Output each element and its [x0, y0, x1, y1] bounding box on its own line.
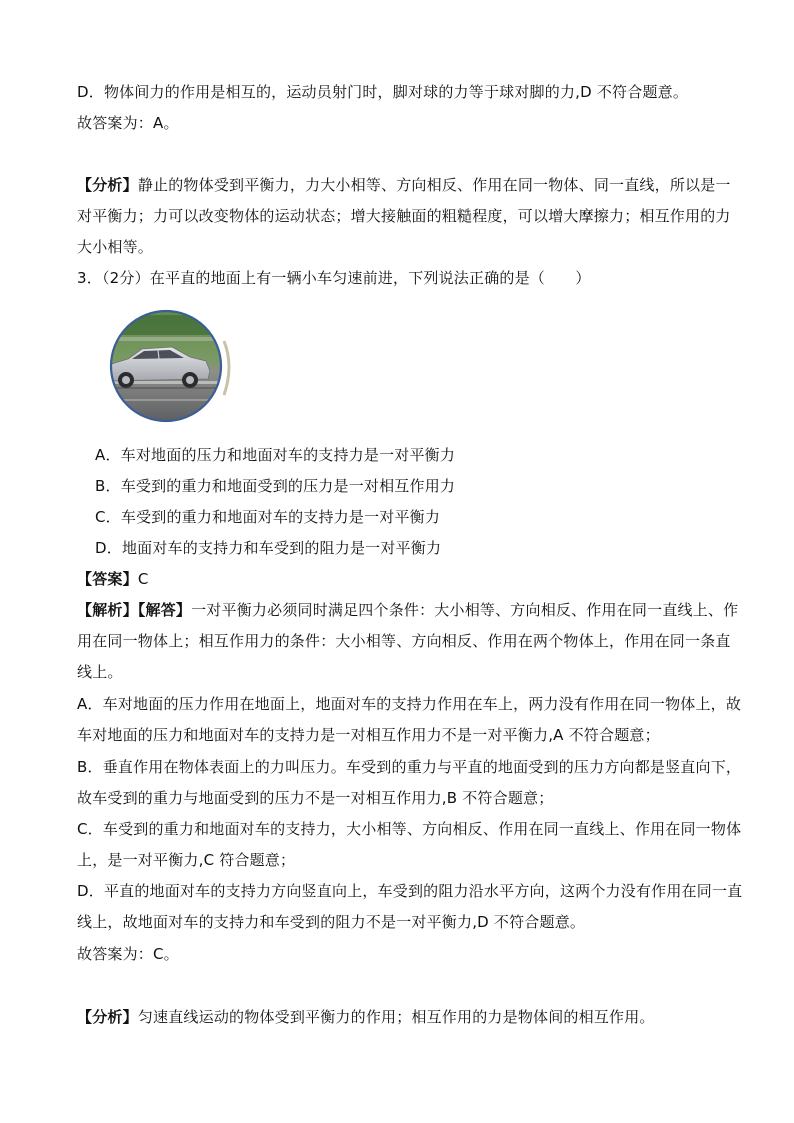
detail-line-7: D．平直的地面对车的支持力方向竖直向上，车受到的阻力沿水平方向，这两个力没有作用在同一直 — [77, 882, 743, 900]
prev-analysis-line-1 — [77, 175, 731, 195]
prev-analysis-line-3: 大小相等。 — [77, 238, 154, 256]
answer-line — [77, 569, 149, 589]
detail-line-4: 故车受到的重力与地面受到的压力不是一对相互作用力,B 不符合题意； — [77, 789, 554, 807]
explain-line-2: 用在同一物体上；相互作用力的条件：大小相等、方向相反、作用在两个物体上，作用在同一条直 — [77, 632, 731, 650]
final-answer: 故答案为：C。 — [77, 945, 179, 963]
detail-line-3: B．垂直作用在物体表面上的力叫压力。车受到的重力与平直的地面受到的压力方向都是竖直向下， — [77, 758, 742, 776]
final-analysis — [77, 1007, 655, 1027]
option-d: D．地面对车的支持力和车受到的阻力是一对平衡力 — [95, 539, 442, 557]
detail-line-1: A．车对地面的压力作用在地面上，地面对车的支持力作用在车上，两力没有作用在同一物体上，故 — [77, 695, 742, 713]
detail-line-5: C．车受到的重力和地面对车的支持力，大小相等、方向相反、作用在同一直线上、作用在同一物体 — [77, 820, 742, 838]
detail-line-6: 上，是一对平衡力,C 符合题意； — [77, 851, 296, 869]
explain-text: 一对平衡力必须同时满足四个条件：大小相等、方向相反、作用在同一直线上、作 — [191, 601, 739, 619]
option-c: C．车受到的重力和地面对车的支持力是一对平衡力 — [95, 508, 441, 526]
analysis-tag: 【分析】 — [77, 176, 138, 194]
prev-analysis-line-2: 对平衡力；力可以改变物体的运动状态；增大接触面的粗糙程度，可以增大摩擦力；相互作用的力 — [77, 207, 731, 225]
explain-line-1 — [77, 600, 738, 620]
final-analysis-text: 匀速直线运动的物体受到平衡力的作用；相互作用的力是物体间的相互作用。 — [137, 1008, 655, 1026]
question-stem: 3．（2分）在平直的地面上有一辆小车匀速前进，下列说法正确的是（ ） — [77, 269, 591, 287]
analysis-text: 静止的物体受到平衡力，力大小相等、方向相反、作用在同一物体、同一直线，所以是一 — [137, 176, 731, 194]
final-analysis-tag: 【分析】 — [77, 1008, 138, 1026]
answer-value: C — [137, 570, 149, 588]
explain-line-3: 线上。 — [77, 663, 123, 681]
detail-line-2: 车对地面的压力和地面对车的支持力是一对相互作用力不是一对平衡力,A 不符合题意； — [77, 726, 660, 744]
option-a: A．车对地面的压力和地面对车的支持力是一对平衡力 — [95, 446, 456, 464]
explain-tag: 【解析】【解答】 — [77, 601, 192, 619]
detail-line-8: 线上，故地面对车的支持力和车受到的阻力不是一对平衡力,D 不符合题意。 — [77, 913, 586, 931]
answer-tag: 【答案】 — [77, 570, 138, 588]
car-photo-icon — [98, 307, 238, 425]
prev-answer: 故答案为：A。 — [77, 114, 179, 132]
option-b: B．车受到的重力和地面受到的压力是一对相互作用力 — [95, 477, 456, 495]
prev-option-d: D．物体间力的作用是相互的，运动员射门时，脚对球的力等于球对脚的力,D 不符合题意。 — [77, 83, 689, 101]
